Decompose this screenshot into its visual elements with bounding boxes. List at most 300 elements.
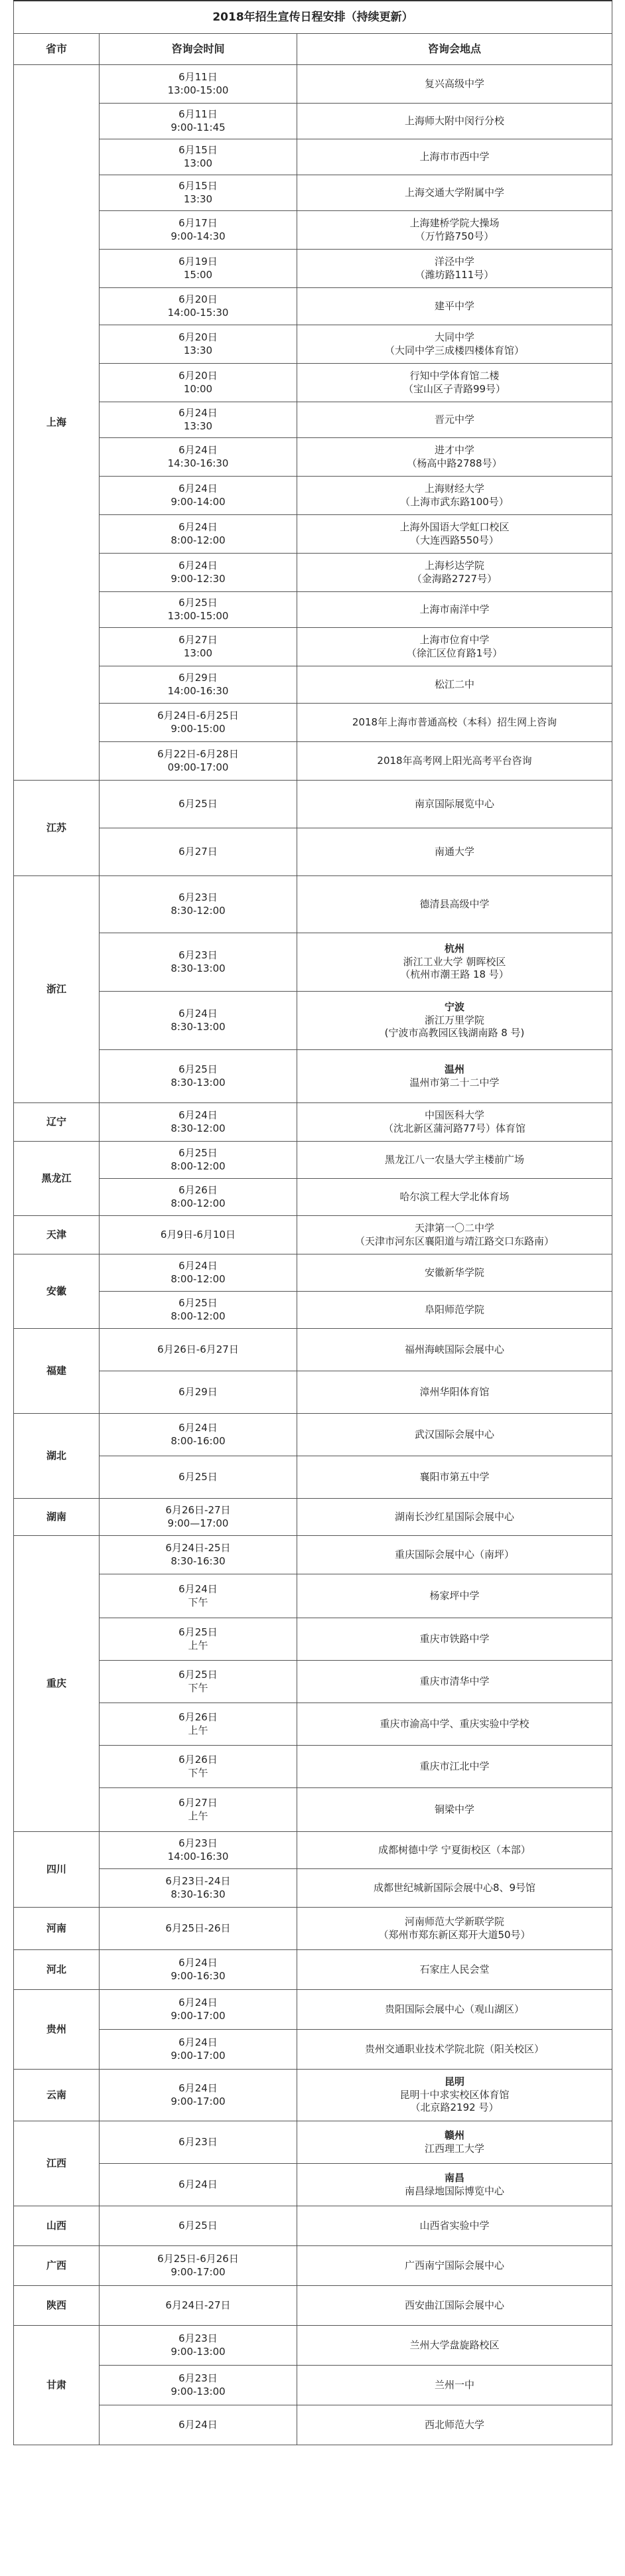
time-line: 下午 [188, 1681, 208, 1694]
location-cell [297, 139, 612, 175]
time-line: 8:30-13:00 [171, 1020, 226, 1033]
time-line: 6月25日 [178, 1297, 218, 1309]
table-row [14, 2326, 612, 2366]
location-cell [297, 175, 612, 211]
table-row [14, 1990, 612, 2030]
location-line: 德清县高级中学 [419, 897, 490, 910]
time-cell [100, 2405, 297, 2445]
time-line: 6月24日 [178, 1997, 218, 2008]
location-cell [297, 992, 612, 1050]
province-cell: 江苏 [14, 781, 100, 876]
location-cell [297, 781, 612, 828]
page-title: 2018年招生宣传日程安排（持续更新） [14, 1, 612, 34]
location-cell [297, 1456, 612, 1499]
location-line: 上海杉达学院 [424, 560, 484, 571]
location-cell [297, 1869, 612, 1908]
province-cell: 河北 [14, 1950, 100, 1990]
time-cell [100, 1869, 297, 1908]
time-line: 6月29日 [178, 1385, 218, 1398]
location-line: 赣州 [444, 2129, 464, 2141]
time-line: 6月23日 [178, 2135, 218, 2148]
time-line: 9:00-11:45 [171, 121, 226, 133]
time-cell [100, 288, 297, 325]
table-row [14, 1456, 612, 1499]
province-cell: 陕西 [14, 2286, 100, 2326]
schedule-table [13, 0, 612, 2445]
province-cell: 湖南 [14, 1499, 100, 1536]
table-row [14, 2405, 612, 2445]
time-cell [100, 1908, 297, 1950]
time-cell [100, 2164, 297, 2206]
province-cell: 安徽 [14, 1254, 100, 1329]
time-cell [100, 250, 297, 288]
table-row [14, 2286, 612, 2326]
location-line: （大同中学三成楼四楼体育馆） [384, 344, 524, 356]
table-row [14, 1661, 612, 1703]
table-row [14, 1950, 612, 1990]
time-line: 8:00-12:00 [171, 534, 226, 546]
time-line: 6月25日 [178, 1063, 218, 1075]
time-cell [100, 1618, 297, 1661]
location-line: （杨高中路2788号） [407, 457, 502, 469]
location-line: 昆明十中求实校区体育馆 [399, 2088, 510, 2101]
location-cell [297, 1703, 612, 1746]
time-line: 6月24日 [178, 2178, 218, 2190]
time-line: 8:00-12:00 [171, 1310, 226, 1322]
time-cell [100, 1990, 297, 2030]
location-line: 西北师范大学 [424, 2418, 484, 2431]
time-line: 6月9日-6月10日 [160, 1228, 236, 1241]
location-line: 南通大学 [434, 845, 474, 858]
location-line: 南京国际展览中心 [414, 797, 494, 810]
table-row [14, 876, 612, 933]
time-line: 6月24日 [178, 1957, 218, 1969]
location-line: 进才中学 [434, 444, 474, 456]
table-row [14, 1536, 612, 1574]
location-line: 浙江万里学院 [424, 1014, 484, 1026]
location-cell [297, 250, 612, 288]
time-cell [100, 477, 297, 515]
time-cell [100, 2070, 297, 2121]
location-line: 成都树德中学 宁夏街校区（本部） [378, 1843, 531, 1856]
location-cell [297, 515, 612, 554]
province-cell: 广西 [14, 2246, 100, 2286]
time-line: 6月24日 [178, 483, 218, 494]
location-line: 上海市南洋中学 [419, 603, 490, 615]
time-line: 8:00-12:00 [171, 1197, 226, 1209]
time-line: 13:00 [183, 646, 213, 659]
time-line: 6月23日 [178, 949, 218, 961]
location-line: 武汉国际会展中心 [414, 1428, 494, 1440]
table-row [14, 1050, 612, 1103]
time-line: 6月22日-6月28日 [157, 748, 239, 760]
time-cell [100, 1703, 297, 1746]
location-line: 上海市市西中学 [419, 150, 490, 163]
table-row [14, 515, 612, 554]
location-cell [297, 1950, 612, 1990]
time-line: 6月25日 [178, 597, 218, 609]
location-line: 杭州 [444, 943, 464, 955]
table-row [14, 364, 612, 402]
location-cell [297, 704, 612, 742]
table-row [14, 211, 612, 250]
time-line: 6月24日 [178, 1109, 218, 1121]
location-line: 石家庄人民会堂 [419, 1963, 490, 1975]
location-line: 广西南宁国际会展中心 [404, 2259, 504, 2271]
location-cell [297, 65, 612, 104]
time-line: 9:00-13:00 [171, 2345, 226, 2358]
time-cell [100, 2030, 297, 2070]
time-line: 9:00-14:00 [171, 495, 226, 508]
table-row [14, 628, 612, 666]
location-line: 2018年高考网上阳光高考平台咨询 [377, 754, 532, 767]
location-cell [297, 1414, 612, 1456]
table-row [14, 1788, 612, 1832]
time-line: 6月24日 [178, 2036, 218, 2048]
time-line: 8:00-12:00 [171, 1160, 226, 1172]
location-cell [297, 2286, 612, 2326]
location-line: 重庆市渝高中学、重庆实验中学校 [380, 1717, 529, 1730]
time-cell [100, 1103, 297, 1142]
time-line: 6月23日 [178, 2332, 218, 2344]
location-cell [297, 1536, 612, 1574]
title-row [14, 1, 612, 34]
location-line: （杭州市潮王路 18 号） [400, 968, 509, 981]
location-cell [297, 1499, 612, 1536]
time-cell [100, 211, 297, 250]
table-row [14, 104, 612, 139]
province-cell: 甘肃 [14, 2326, 100, 2445]
location-line: 山西省实验中学 [419, 2219, 490, 2232]
time-cell [100, 1661, 297, 1703]
time-cell [100, 933, 297, 992]
time-line: 6月24日 [178, 1583, 218, 1595]
location-cell [297, 1618, 612, 1661]
time-line: 6月11日 [178, 71, 218, 83]
time-line: 14:00-16:30 [167, 1850, 229, 1862]
location-line: 浙江工业大学 朝晖校区 [403, 955, 506, 968]
time-line: 6月26日 [178, 1184, 218, 1196]
time-cell [100, 325, 297, 364]
location-line: 天津第一〇二中学 [414, 1222, 494, 1234]
location-line: 漳州华阳体育馆 [419, 1385, 490, 1398]
table-row [14, 1832, 612, 1869]
location-cell [297, 211, 612, 250]
time-line: 6月25日 [178, 2219, 218, 2232]
location-cell [297, 933, 612, 992]
table-row [14, 250, 612, 288]
location-cell [297, 325, 612, 364]
province-cell: 河南 [14, 1908, 100, 1950]
location-cell [297, 2246, 612, 2286]
table-row [14, 2164, 612, 2206]
location-line: 洋泾中学 [434, 256, 474, 267]
province-cell: 云南 [14, 2070, 100, 2121]
time-cell [100, 364, 297, 402]
time-line: 6月24日 [178, 1260, 218, 1272]
time-cell [100, 402, 297, 438]
location-cell [297, 666, 612, 704]
time-cell [100, 438, 297, 477]
table-row [14, 2121, 612, 2164]
time-line: 6月24日 [178, 1422, 218, 1434]
table-row [14, 1746, 612, 1788]
location-line: （北京路2192 号） [410, 2101, 499, 2114]
time-cell [100, 1574, 297, 1618]
table-row [14, 438, 612, 477]
location-cell [297, 1103, 612, 1142]
table-row [14, 2366, 612, 2405]
location-cell [297, 2070, 612, 2121]
location-cell [297, 742, 612, 781]
location-cell [297, 1254, 612, 1292]
time-cell [100, 1456, 297, 1499]
table-row [14, 781, 612, 828]
table-row [14, 1292, 612, 1329]
location-line: （郑州市郑东新区郑开大道50号） [378, 1928, 531, 1941]
time-line: 9:00-17:00 [171, 2009, 226, 2022]
header-row [14, 34, 612, 65]
time-cell [100, 781, 297, 828]
time-line: 上午 [188, 1724, 208, 1736]
time-cell [100, 515, 297, 554]
province-cell: 福建 [14, 1329, 100, 1414]
time-cell [100, 992, 297, 1050]
location-line: 上海师大附中闵行分校 [404, 114, 504, 127]
location-line: 杨家坪中学 [429, 1589, 480, 1602]
location-line: 行知中学体育馆二楼 [409, 370, 500, 382]
table-row [14, 592, 612, 628]
location-cell [297, 2121, 612, 2164]
time-line: 10:00 [183, 382, 213, 395]
schedule-body [14, 65, 612, 2445]
time-line: 6月25日 [178, 1147, 218, 1159]
location-cell [297, 1050, 612, 1103]
table-row [14, 1216, 612, 1254]
table-row [14, 1908, 612, 1950]
location-line: （万竹路750号） [415, 230, 494, 242]
table-row [14, 992, 612, 1050]
location-cell [297, 628, 612, 666]
location-cell [297, 876, 612, 933]
table-row [14, 2206, 612, 2246]
time-cell [100, 1371, 297, 1414]
time-line: 6月25日 [178, 1669, 218, 1681]
table-row [14, 1574, 612, 1618]
table-row [14, 704, 612, 742]
time-cell [100, 2121, 297, 2164]
location-cell [297, 477, 612, 515]
column-header-time: 咨询会时间 [100, 34, 297, 65]
time-cell [100, 139, 297, 175]
time-line: 14:00-15:30 [167, 306, 229, 319]
table-row [14, 1869, 612, 1908]
location-line: 上海建桥学院大操场 [409, 217, 500, 229]
table-row [14, 1499, 612, 1536]
time-line: 6月20日 [178, 331, 218, 343]
table-row [14, 933, 612, 992]
location-line: 温州市第二十二中学 [409, 1076, 500, 1089]
time-line: 6月26日-6月27日 [157, 1343, 239, 1355]
time-line: 6月15日 [178, 144, 218, 156]
location-line: 2018年上海市普通高校（本科）招生网上咨询 [352, 716, 557, 728]
location-line: 西安曲江国际会展中心 [404, 2299, 504, 2311]
location-line: 大同中学 [434, 331, 474, 343]
time-line: 9:00-16:30 [171, 1969, 226, 1982]
location-line: （沈北新区蒲河路77号）体育馆 [383, 1122, 526, 1134]
location-line: 重庆市江北中学 [419, 1760, 490, 1772]
location-line: 上海交通大学附属中学 [404, 186, 504, 198]
time-line: 6月25日 [178, 797, 218, 810]
location-cell [297, 1746, 612, 1788]
time-line: 9:00-17:00 [171, 2095, 226, 2107]
location-line: 晋元中学 [434, 413, 474, 425]
column-header-location: 咨询会地点 [297, 34, 612, 65]
time-line: 8:30-16:30 [171, 1888, 226, 1900]
time-line: 6月24日 [178, 1008, 218, 1020]
table-row [14, 1414, 612, 1456]
time-cell [100, 828, 297, 876]
province-cell: 湖北 [14, 1414, 100, 1499]
location-cell [297, 104, 612, 139]
time-line: 9:00-15:00 [171, 722, 226, 735]
location-line: (宁波市高教园区钱湖南路 8 号) [384, 1027, 525, 1039]
time-line: 8:00-16:00 [171, 1434, 226, 1447]
province-cell: 四川 [14, 1832, 100, 1908]
table-row [14, 742, 612, 781]
location-line: 松江二中 [434, 678, 474, 690]
time-line: 6月24日-6月25日 [157, 710, 239, 721]
time-cell [100, 1142, 297, 1179]
location-line: （徐汇区位育路1号） [406, 646, 503, 659]
location-cell [297, 1292, 612, 1329]
time-line: 6月23日 [178, 2372, 218, 2384]
location-cell [297, 2164, 612, 2206]
time-line: 上午 [188, 1639, 208, 1651]
time-line: 8:30-16:30 [171, 1554, 226, 1567]
time-line: 6月23日 [178, 1837, 218, 1849]
time-cell [100, 1292, 297, 1329]
province-cell: 天津 [14, 1216, 100, 1254]
location-line: 上海外国语大学虹口校区 [399, 521, 510, 533]
location-line: 成都世纪城新国际会展中心8、9号馆 [373, 1881, 536, 1894]
time-line: 8:30-12:00 [171, 904, 226, 917]
time-cell [100, 1950, 297, 1990]
location-line: （上海市武东路100号） [400, 495, 509, 508]
table-row [14, 828, 612, 876]
location-cell [297, 1142, 612, 1179]
time-line: 6月24日 [178, 2082, 218, 2094]
table-row [14, 65, 612, 104]
location-line: 重庆市清华中学 [419, 1675, 490, 1687]
time-line: 13:00-15:00 [167, 84, 229, 96]
time-cell [100, 1499, 297, 1536]
time-line: 13:00 [183, 157, 213, 169]
location-line: 建平中学 [434, 299, 474, 312]
table-row [14, 139, 612, 175]
time-line: 6月25日 [178, 1626, 218, 1638]
table-row [14, 1103, 612, 1142]
time-cell [100, 2246, 297, 2286]
time-line: 9:00-14:30 [171, 230, 226, 242]
table-row [14, 1618, 612, 1661]
table-row [14, 554, 612, 592]
province-cell: 江西 [14, 2121, 100, 2206]
location-cell [297, 1329, 612, 1371]
time-cell [100, 554, 297, 592]
table-row [14, 325, 612, 364]
time-line: 下午 [188, 1596, 208, 1608]
time-line: 13:30 [183, 419, 213, 432]
location-line: 襄阳市第五中学 [419, 1470, 490, 1483]
location-cell [297, 1179, 612, 1216]
location-line: 湖南长沙红星国际会展中心 [394, 1510, 514, 1523]
time-cell [100, 666, 297, 704]
table-row [14, 1179, 612, 1216]
time-line: 6月27日 [178, 634, 218, 646]
location-cell [297, 364, 612, 402]
time-cell [100, 2206, 297, 2246]
province-cell: 浙江 [14, 876, 100, 1103]
location-line: 哈尔滨工程大学北体育场 [399, 1190, 510, 1203]
time-cell [100, 742, 297, 781]
time-cell [100, 2326, 297, 2366]
location-cell [297, 1832, 612, 1869]
location-line: 贵州交通职业技术学院北院（阳关校区） [364, 2042, 544, 2055]
location-line: （宝山区子青路99号） [403, 382, 506, 395]
location-line: 上海财经大学 [424, 483, 484, 494]
location-cell [297, 1371, 612, 1414]
time-line: 8:30-12:00 [171, 1122, 226, 1134]
location-cell [297, 438, 612, 477]
location-cell [297, 1990, 612, 2030]
time-cell [100, 1832, 297, 1869]
location-cell [297, 1788, 612, 1832]
location-cell [297, 1908, 612, 1950]
time-line: 6月24日 [178, 444, 218, 456]
location-cell [297, 2206, 612, 2246]
time-line: 6月24日-27日 [165, 2299, 231, 2311]
table-row [14, 477, 612, 515]
time-line: 9:00—17:00 [167, 1517, 229, 1529]
time-cell [100, 1414, 297, 1456]
time-line: 6月24日 [178, 407, 218, 419]
time-line: 6月24日 [178, 521, 218, 533]
time-line: 6月19日 [178, 256, 218, 267]
time-line: 下午 [188, 1766, 208, 1779]
time-cell [100, 876, 297, 933]
time-cell [100, 175, 297, 211]
time-cell [100, 592, 297, 628]
time-cell [100, 1050, 297, 1103]
location-cell [297, 554, 612, 592]
time-line: 6月27日 [178, 1797, 218, 1809]
location-cell [297, 1661, 612, 1703]
time-line: 6月17日 [178, 217, 218, 229]
table-row [14, 2070, 612, 2121]
province-cell: 辽宁 [14, 1103, 100, 1142]
table-row [14, 1703, 612, 1746]
table-row [14, 1142, 612, 1179]
time-line: 6月20日 [178, 293, 218, 305]
location-cell [297, 2030, 612, 2070]
location-line: 昆明 [444, 2076, 464, 2088]
time-cell [100, 628, 297, 666]
time-line: 8:30-13:00 [171, 1076, 226, 1089]
time-line: 6月24日-25日 [165, 1542, 231, 1554]
province-cell: 山西 [14, 2206, 100, 2246]
time-line: 8:00-12:00 [171, 1272, 226, 1285]
